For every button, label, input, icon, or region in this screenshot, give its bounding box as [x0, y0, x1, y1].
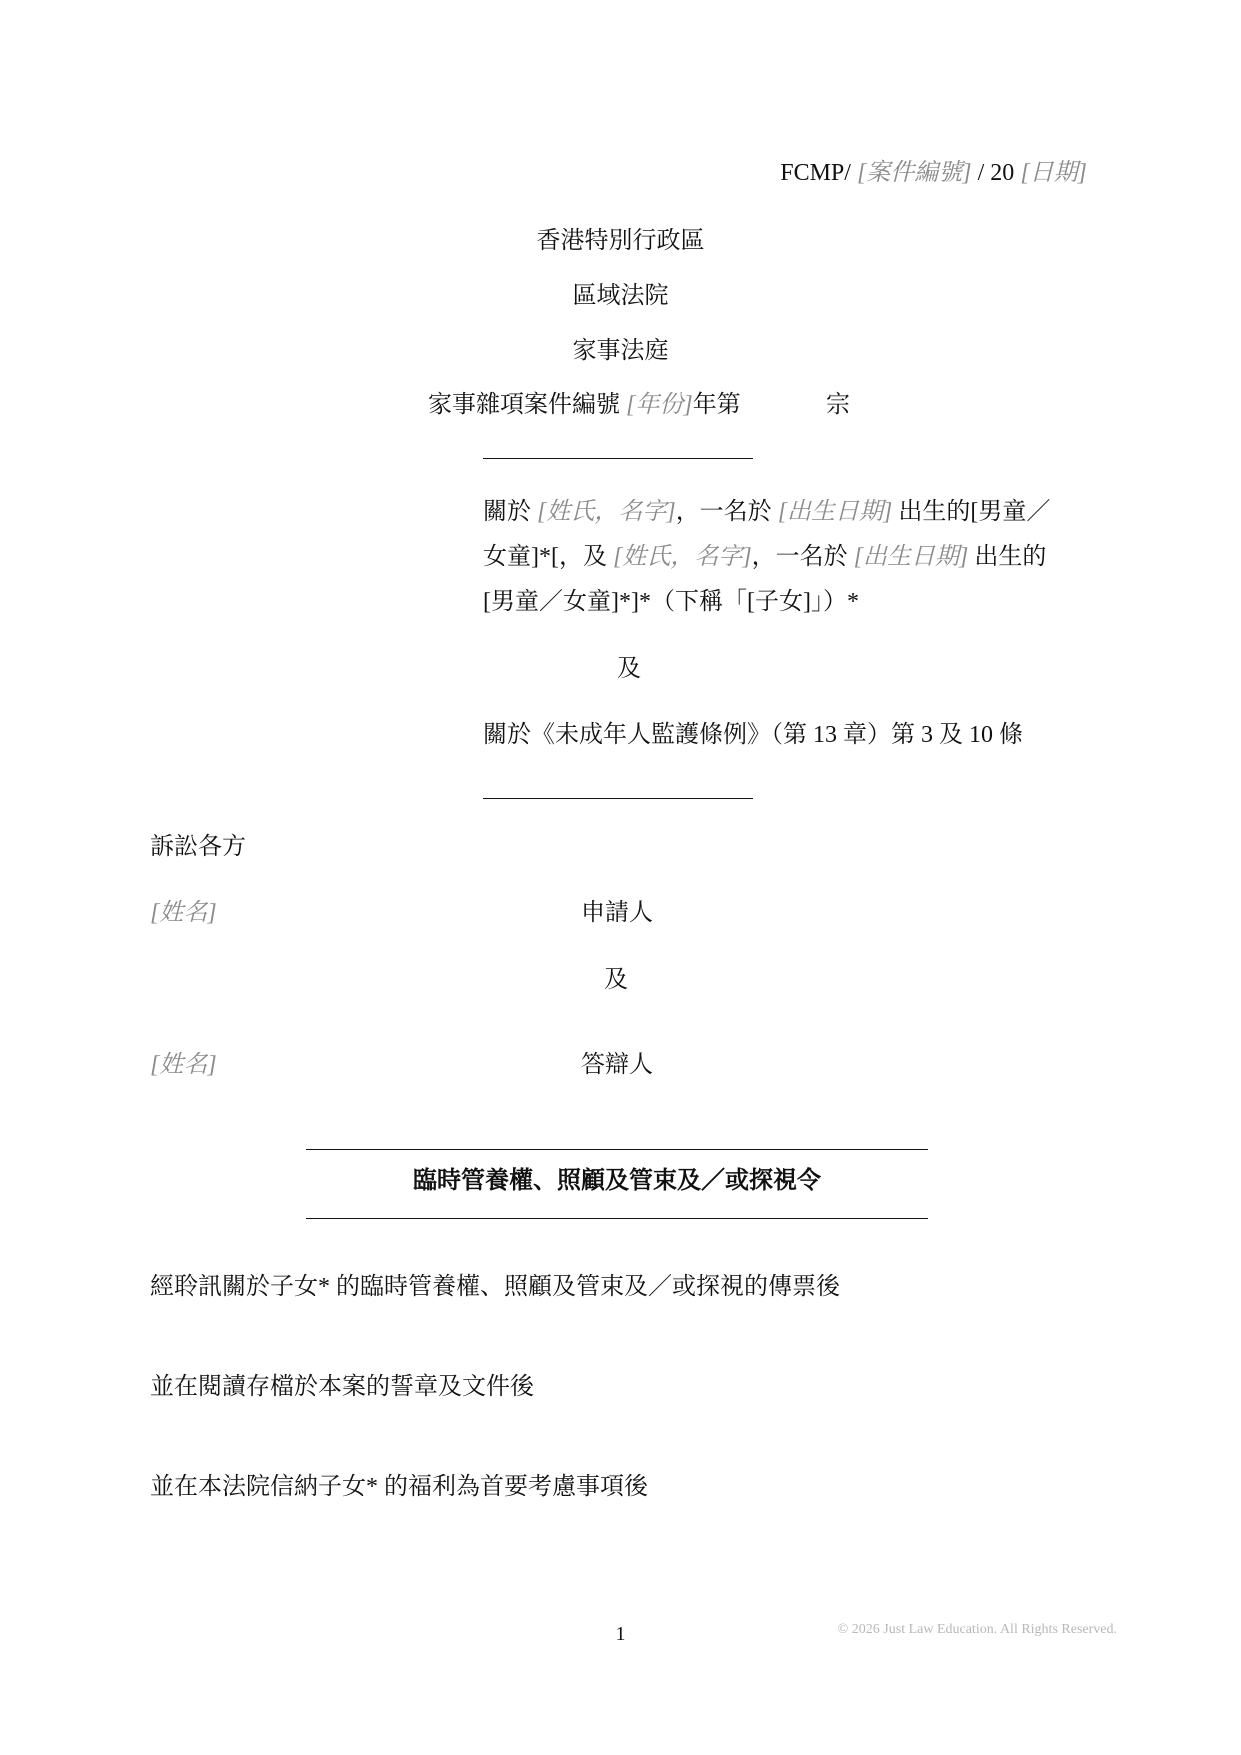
matter-text: 出生的[男童／ [892, 499, 1051, 525]
matter-text: ，一名於 [675, 499, 778, 525]
matter-line-2 [483, 542, 1046, 572]
case-line-prefix: 家事雜項案件編號 [428, 392, 626, 418]
court-region: 香港特別行政區 [536, 228, 705, 254]
matter-and: 及 [617, 656, 641, 682]
case-line-suffix: 宗 [826, 392, 850, 418]
dob-placeholder: [出生日期] [853, 544, 969, 570]
page-number: 1 [615, 1623, 626, 1645]
respondent-role: 答辯人 [581, 1052, 653, 1078]
respondent-name-placeholder: [姓名] [150, 1052, 217, 1078]
name-placeholder: [姓氏，名字] [612, 544, 752, 570]
parties-heading: 訴訟各方 [150, 834, 246, 860]
case-number-line [428, 390, 741, 420]
parties-and: 及 [604, 967, 628, 993]
recital-affidavits: 並在閱讀存檔於本案的誓章及文件後 [150, 1374, 534, 1400]
order-title: 臨時管養權、照顧及管束及／或探視令 [413, 1168, 821, 1194]
court-division: 家事法庭 [572, 338, 669, 364]
applicant-role: 申請人 [581, 900, 653, 926]
case-number-placeholder: [案件編號] [856, 160, 972, 186]
case-line-mid: 年第 [692, 392, 741, 418]
title-rule-top [306, 1149, 928, 1150]
matter-text: 出生的 [968, 544, 1047, 570]
applicant-name-placeholder: [姓名] [150, 900, 217, 926]
divider-bottom [483, 798, 753, 799]
recital-welfare: 並在本法院信納子女* 的福利為首要考慮事項後 [150, 1474, 648, 1500]
matter-line-3: [男童／女童]*]*（下稱「[子女]」）* [483, 589, 859, 615]
divider-top [483, 458, 753, 459]
matter-ordinance: 關於《未成年人監護條例》（第 13 章）第 3 及 10 條 [483, 722, 1023, 748]
matter-line-1 [483, 497, 1050, 527]
case-reference [0, 158, 1087, 188]
recital-hearing: 經聆訊關於子女* 的臨時管養權、照顧及管束及／或探視的傳票後 [150, 1274, 840, 1300]
title-rule-bottom [306, 1218, 928, 1219]
matter-text: 女童]*[，及 [483, 544, 613, 570]
date-placeholder: [日期] [1020, 160, 1087, 186]
case-ref-prefix: FCMP/ [780, 160, 857, 186]
name-placeholder: [姓氏，名字] [537, 499, 676, 525]
court-name: 區域法院 [572, 283, 669, 309]
matter-text: ，一名於 [751, 544, 854, 570]
copyright-notice: © 2026 Just Law Education. All Rights Reserved. [837, 1622, 1117, 1637]
year-placeholder: [年份] [626, 392, 693, 418]
case-ref-mid: / 20 [971, 160, 1021, 186]
matter-text: 關於 [483, 499, 537, 525]
dob-placeholder: [出生日期] [777, 499, 893, 525]
